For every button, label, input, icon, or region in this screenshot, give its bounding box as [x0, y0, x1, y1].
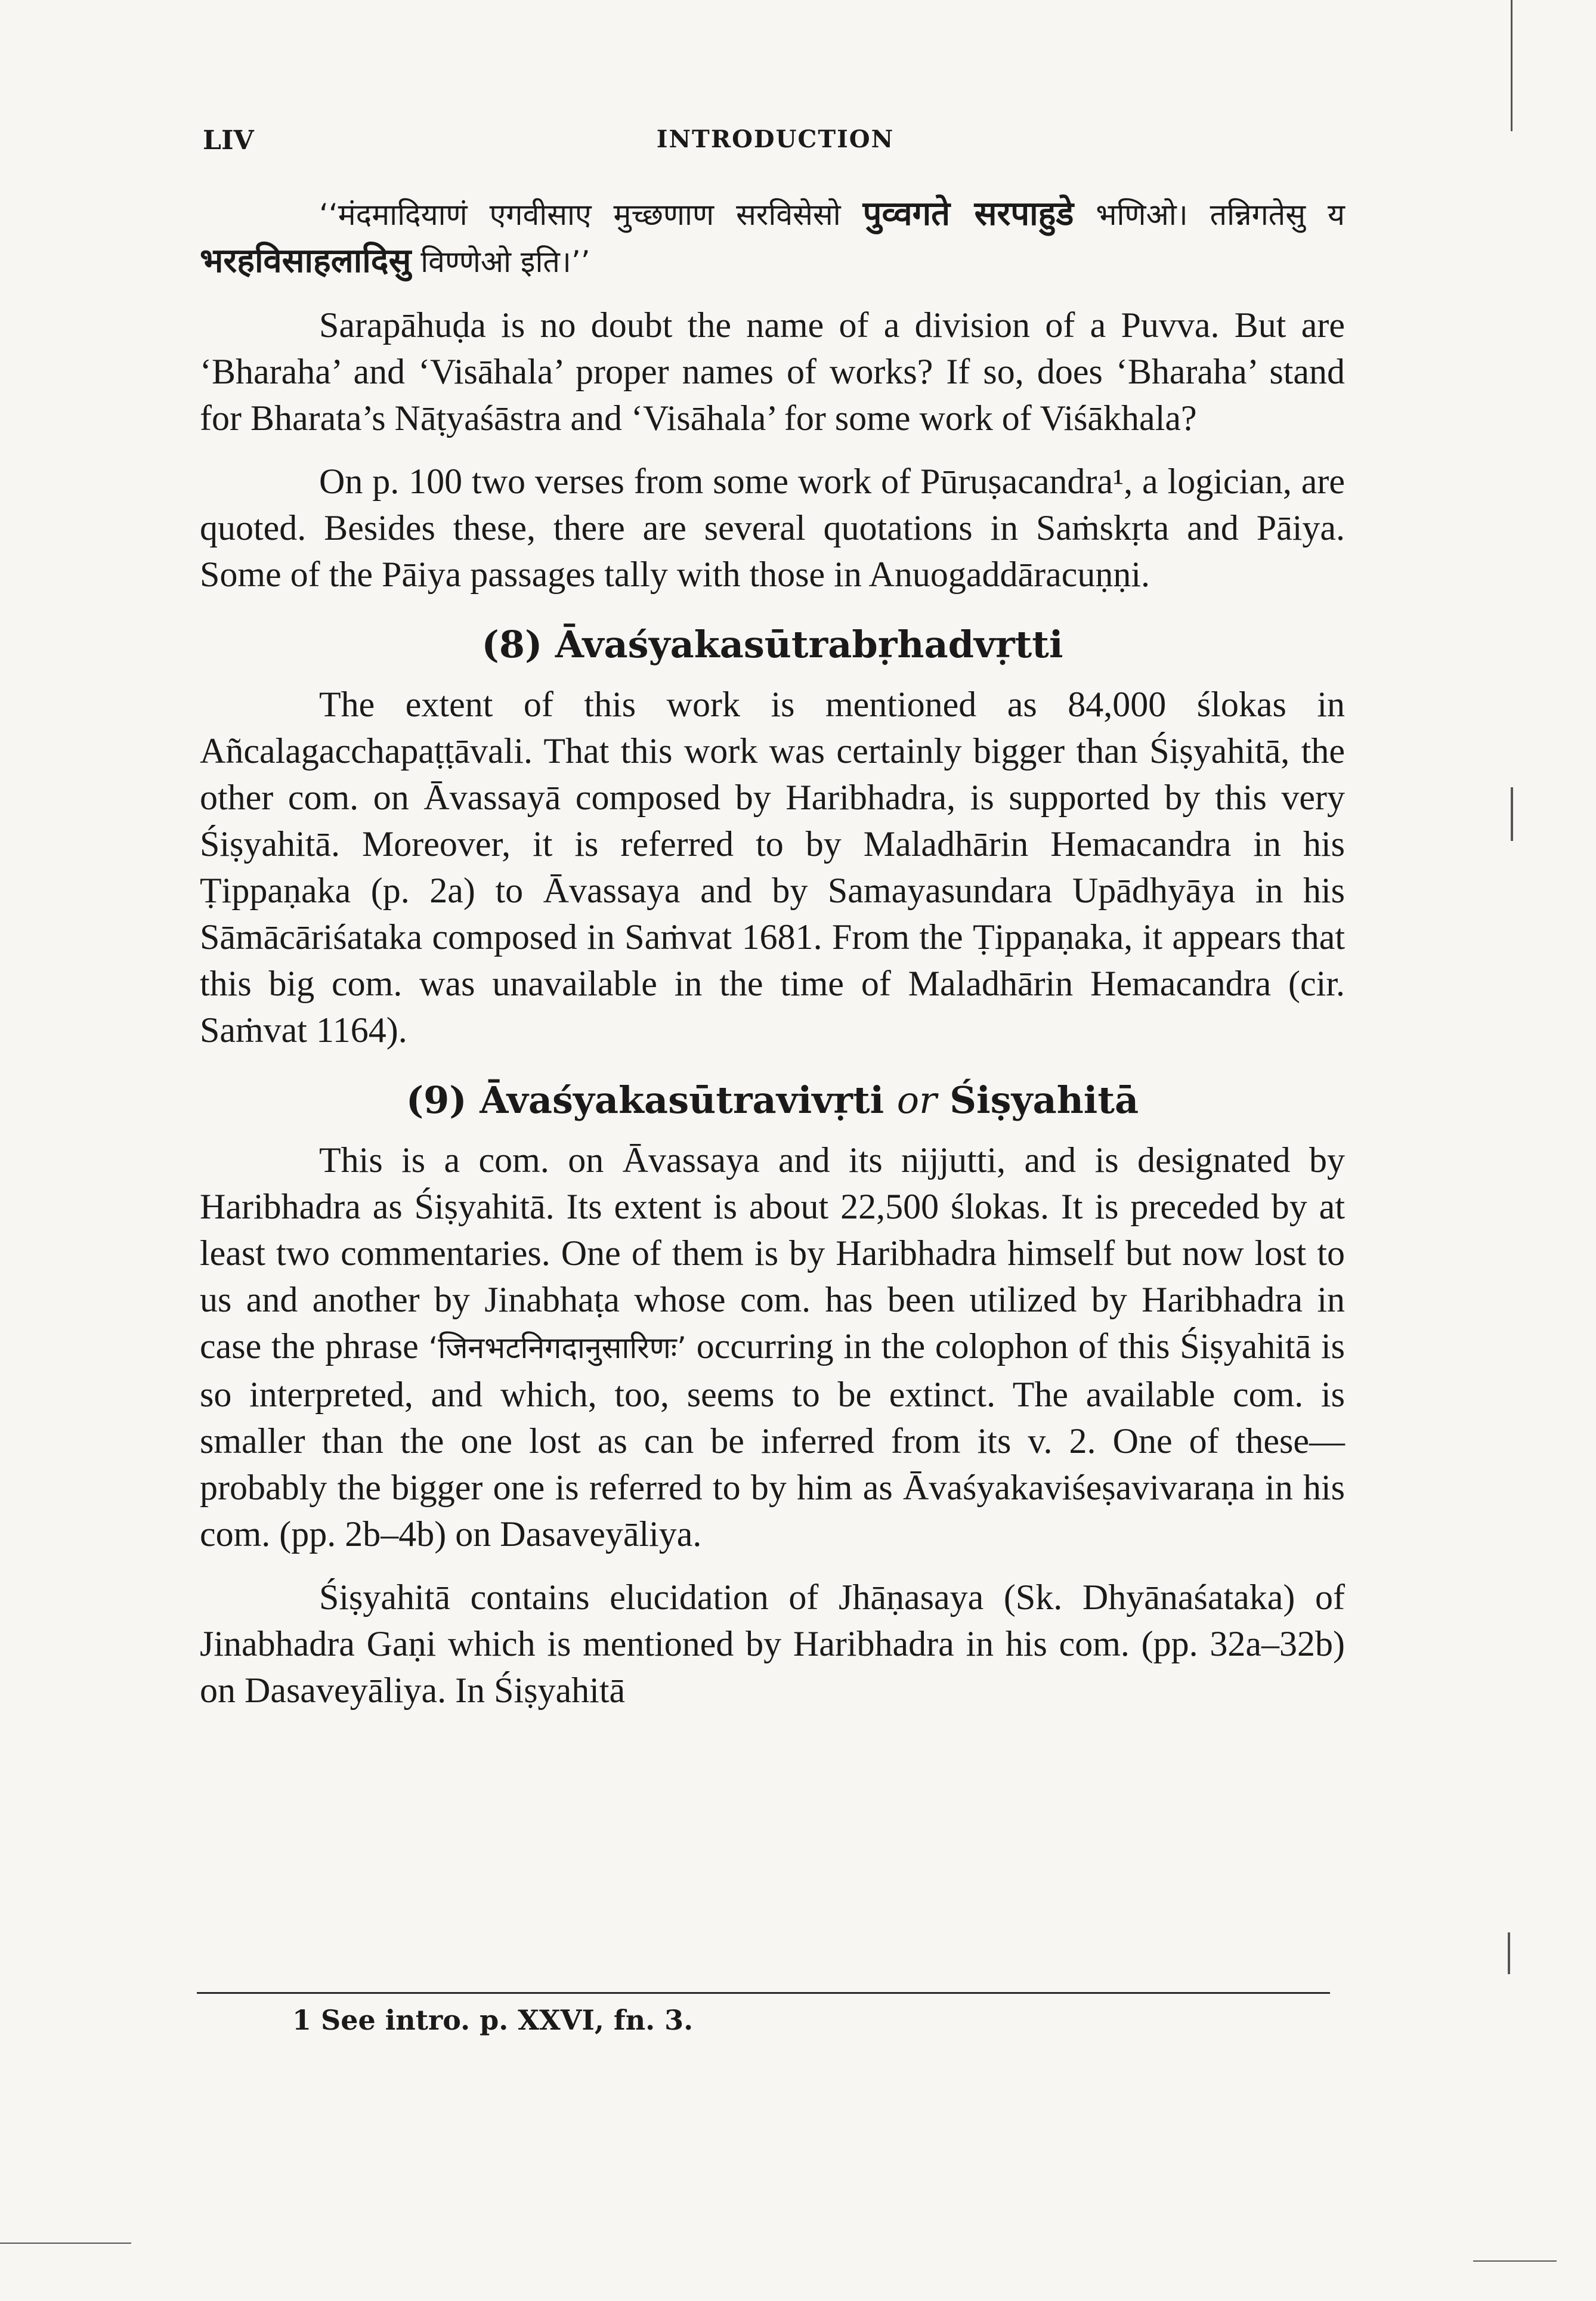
scan-edge-mark: [1511, 787, 1513, 841]
section-9-heading: [200, 1077, 1345, 1124]
page-number: LIV: [203, 125, 254, 156]
page-body: [200, 191, 1345, 1714]
page-header: [203, 125, 1348, 167]
section-8-body: The extent of this work is mentioned as 84,000 ślokas in Añcalagacchapaṭṭāvali. That this work was certainly bigger than Śiṣyahitā, the other com. on Āvassayā composed by Haribhadra, is supported by this very Śiṣyahitā. Moreover, it is referred to by Maladhārin Hemacandra in his Ṭippaṇaka (p. 2a) to Āvassaya and by Samayasundara Upādhyāya in his Sāmācāriśataka composed in Saṁvat 1681. From the Ṭippaṇaka, it appears that this big com. was unavailable in the time of Maladhārin Hemacandra (cir. Saṁvat 1164).: [200, 685, 1345, 1050]
section-9-body-b: occurring in the colophon of this Śiṣyahitā is so interpreted, and which, too, seems to be extinct. The available com. is smaller than the one lost as can be inferred from its v. 2. One of these—probably the bigger one is referred to by him as Āvaśyakaviśeṣavivaraṇa in his com. (pp. 2b–4b) on Dasaveyāliya.: [200, 1326, 1346, 1554]
quote-bold-2: भरहविसाहलादिसु: [200, 242, 412, 280]
section-9-heading-alt: Śiṣyahitā: [936, 1078, 1139, 1122]
scan-edge-mark: [0, 2243, 131, 2244]
section-8-heading: (8) Āvaśyakasūtrabṛhadvṛtti: [481, 623, 1063, 666]
quote-open: ‘‘मंदमादियाणं एगवीसाए मुच्छणाण सरविसेसो: [319, 197, 863, 232]
paragraph-sarapahuda: Sarapāhuḍa is no doubt the name of a division of a Puvva. But are ‘Bharaha’ and ‘Visāhala’ proper names of works? If so, does ‘Bharaha’ stand for Bharata’s Nāṭyaśāstra and ‘Visāhala’ for some work of Viśākhala?: [200, 305, 1345, 438]
quote-close: विण्णेओ इति।’’: [411, 245, 590, 279]
section-9-body: [200, 1137, 1345, 1557]
section-9-heading-main: (9) Āvaśyakasūtravivṛti: [406, 1078, 897, 1122]
scan-edge-mark: [1511, 0, 1513, 131]
scan-edge-mark: [1508, 1932, 1510, 1974]
section-9-heading-or: or: [896, 1078, 937, 1122]
footnote-rule: [197, 1992, 1330, 1994]
paragraph-quotations: On p. 100 two verses from some work of Pūruṣacandra¹, a logician, are quoted. Besides these, there are several quotations in Saṁskṛta and Pāiya. Some of the Pāiya passages tally with those in Anuogaddāracuṇṇi.: [200, 462, 1345, 594]
section-9-phrase: ‘जिनभटनिगदानुसारिणः’: [428, 1331, 686, 1365]
footnote: 1 See intro. p. XXVI, fn. 3.: [292, 2004, 694, 2036]
quote-middle: भणिओ। तन्निगतेसु य: [1074, 197, 1345, 232]
scan-edge-mark: [1473, 2260, 1557, 2262]
quote-bold-1: पुव्वगते सरपाहुडे: [862, 194, 1074, 233]
section-9-body-2: Śiṣyahitā contains elucidation of Jhāṇasaya (Sk. Dhyānaśataka) of Jinabhadra Gaṇi which is mentioned by Haribhadra in his com. (pp. 32a–32b) on Dasaveyāliya. In Śiṣyahitā: [200, 1578, 1345, 1710]
sanskrit-quote: [200, 191, 1345, 285]
section-9-body-a: This is a com. on Āvassaya and its nijjutti, and is designated by Haribhadra as Śiṣyahitā. Its extent is about 22,500 ślokas. It is preceded by at least two commentaries. One of them is by Haribhadra himself but now lost to us and another by Jinabhaṭa whose com. has been utilized by Haribhadra in case the phrase: [200, 1140, 1345, 1366]
running-title: INTRODUCTION: [656, 125, 895, 153]
